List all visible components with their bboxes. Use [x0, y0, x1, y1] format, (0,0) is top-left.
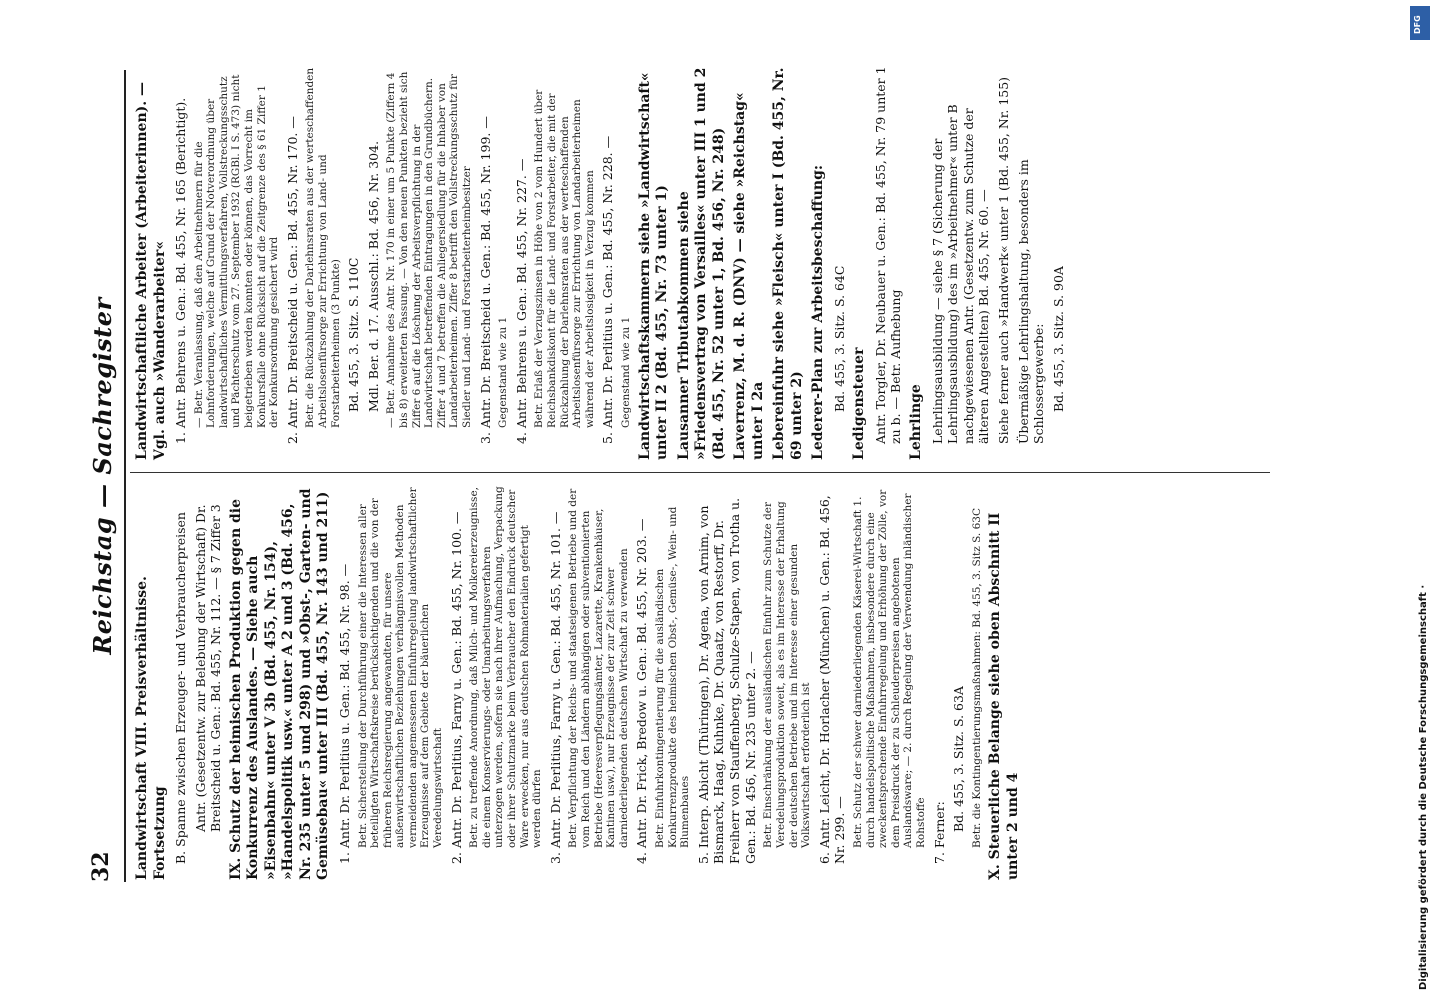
entry-left-10: 4. Antr. Dr. Frick, Bredow u. Gen.: Bd. 455, Nr. 203. — [634, 518, 650, 864]
entry-left-4: 1. Antr. Dr. Perlitius u. Gen.: Bd. 455, Nr. 98. — [336, 563, 352, 864]
entry-right-1: 1. Antr. Behrens u. Gen.: Bd. 455, Nr. 165 (Berichtigt). [173, 97, 188, 444]
entry-left-7: Betr. zu treffende Anordnung, daß Milch- und Molkereierzeugnisse, die einem Konservierungs- oder Umarbeitungsverfahren unterzogen werden, sofern sie nach ihrer Aufmachung, Verpackung oder ihrer Schutzmarke beim Verbraucher den Eindruck deutscher Ware erwecken, nur aus deutschen Rohmaterialien gefertigt werden dürfen [468, 486, 544, 848]
entry-right-25: Übermäßige Lehrlingshaltung, besonders im Schlossergewerbe: [1015, 159, 1047, 444]
entry-right-26: Bd. 455, 3. Sitz. S. 90A [1050, 266, 1066, 412]
entry-right-16: Laverrenz, M. d. R. (DNV) — siehe »Reichstag« unter I 2a [732, 92, 766, 460]
entry-left-14: 6. Antr. Leicht, Dr. Horlacher (München) u. Gen.: Bd. 456, Nr. 299. — [816, 495, 848, 864]
entry-right-4: Betr. die Rückzahlung der Darlehnsraten aus der werteschaffenden Arbeitslosenfürsorge zur Errichtung von Land- und Forstarbeiterheimen (3 Punkte) [304, 67, 342, 428]
entry-right-14: Landwirtschaftskammern siehe »Landwirtschaft« unter II 2 (Bd. 455, Nr. 73 unter 1) [636, 72, 671, 460]
entry-left-13: Betr. Einschränkung der ausländischen Einfuhr zum Schutze der Veredelungsproduktion soweit, als es im Interesse der Erhaltung der deutschen Betriebe und im Interesse einer gesunden Volkswirtschaft erforderlich ist [762, 501, 813, 848]
sidebar-credit [1396, 0, 1434, 1000]
entry-left-6: 2. Antr. Dr. Perlitius, Farny u. Gen.: Bd. 455, Nr. 100. — [448, 511, 464, 864]
entry-right-20: Ledigensteuer [851, 347, 868, 460]
entry-right-23: Lehrlingsausbildung — siehe § 7 (Sicherung der Lehrlingsausbildung) des im »Arbeitnehmer« unter B nachgewiesenen Antr. (Gesetzentw. zum Schutze der älteren Angestellten) Bd. 455, Nr. 60. — [929, 104, 992, 444]
entry-right-15: Lausanner Tributabkommen siehe »Friedensvertrag von Versailles« unter III 1 und 2 (Bd. 455, Nr. 52 unter 1, Bd. 456, Nr. 248) [675, 67, 727, 460]
funding-credit: Digitalisierung gefördert durch die Deutsche Forschungsgemeinschaft · [1418, 584, 1429, 990]
right-column [134, 65, 1071, 460]
left-column [134, 485, 1026, 880]
entry-right-13: Gegenstand wie zu 1 [620, 316, 633, 428]
entry-right-2: — Betr. Veranlassung, daß den Arbeitnehmern für die Lohnforderungen, welche auf Grund der Notverordnung über landwirtschaftliches Vermittlungsverfahren, Vollstreckungsschutz und Pächterschutz vom 27. September 1932 (RGBl. I S. 473) nicht beigetrieben werden konnten oder können, das Vorrecht im Konkursfalle ohne Rücksicht auf die Zeitgrenze des § 61 Ziffer 1 der Konkursordnung gesichert wird [192, 74, 281, 428]
page-number: 32 [88, 851, 114, 882]
entry-right-0: Landwirtschaftliche Arbeiter (Arbeiterinnen). — Vgl. auch »Wanderarbeiter« [134, 82, 168, 460]
entry-right-11: Betr. Erlaß der Verzugszinsen in Höhe von 2 vom Hundert über Reichsbankdiskont für die Land- und Forstarbeiter, die mit der Rückzahlung der Darlehnsraten aus der werteschaffenden Arbeitslosenfürsorge zur Errichtung von Landarbeiterheimen während der Arbeitslosigkeit in Verzug kommen [533, 89, 596, 428]
entry-right-3: 2. Antr. Dr. Breitscheid u. Gen.: Bd. 455, Nr. 170. — [284, 116, 300, 444]
entry-left-11: Betr. Einfuhrkontingentierung für die ausländischen Konkurrenzprodukte des heimischen Obst-, Gemüse-, Wein- und Blumenbaues [654, 506, 692, 848]
entry-right-22: Lehrlinge [908, 384, 924, 460]
column-divider [130, 472, 1270, 473]
entry-right-8: 3. Antr. Dr. Breitscheid u. Gen.: Bd. 455, Nr. 199. — [477, 116, 493, 444]
entry-right-17: Lebereinfuhr siehe »Fleisch« unter I (Bd. 455, Nr. 69 unter 2) [771, 67, 805, 460]
entry-right-12: 5. Antr. Dr. Perlitius u. Gen.: Bd. 455, Nr. 228. — [600, 135, 616, 444]
entry-right-9: Gegenstand wie zu 1 [497, 316, 510, 428]
entry-left-3: IX. Schutz der heimischen Produktion gegen die Konkurrenz des Auslandes. — Siehe auch »Eisenbahn« unter V 3b (Bd. 455, Nr. 154), »Handelspolitik usw.« unter A 2 und 3 (Bd. 456, Nr. 235 unter 5 und 298) und »Obst-, Garten- und Gemüsebau« unter III (Bd. 455, Nr. 143 und 211) [227, 488, 332, 880]
entry-left-0: Landwirtschaft VIII. Preisverhältnisse. Fortsetzung [134, 576, 168, 880]
entry-right-5: Bd. 455, 3. Sitz. S. 110C [346, 257, 362, 412]
entry-left-18: Betr. die Kontingentierungsmaßnahmen: Bd. 455, 3. Sitz S. 63C [970, 508, 983, 848]
dfg-logo: DFG [1410, 6, 1430, 40]
entry-right-18: Lederer-Plan zur Arbeitsbeschaffung: [810, 164, 827, 460]
entry-right-21: Antr. Torgler, Dr. Neubauer u. Gen.: Bd. 455, Nr. 79 unter 1 zu b. — Betr. Aufhebung [872, 66, 904, 444]
entry-right-6: Mdl. Ber. d. 17. Ausschl.: Bd. 456, Nr. 304. [365, 140, 381, 412]
page-header [88, 70, 122, 882]
entry-left-15: Betr. Schutz der schwer darniederliegenden Käserei-Wirtschaft 1. durch handelspolitische Maßnahmen, insbesondere durch eine zweckentsprechende Einfuhrregelung und Erhöhung der Zölle, vor dem Preisdruck der zu Schleuderpreisen angebotenen Auslandsware; — 2. durch Regelung der Verwendung inländischer Rohstoffe [851, 489, 927, 848]
entry-left-1: B. Spanne zwischen Erzeuger- und Verbraucherpreisen [173, 512, 188, 864]
entry-left-8: 3. Antr. Dr. Perlitius, Farny u. Gen.: Bd. 455, Nr. 101. — [547, 511, 563, 864]
entry-right-7: — Betr. Annahme des Antr. Nr. 170 in einer um 5 Punkte (Ziffern 4 bis 8) erweiterten Fassung. — Von den neuen Punkten bezieht sich Ziffer 6 auf die Löschung der Arbeitsverpflichtung in der Landwirtschaft betreffenden Eintragungen in den Grundbüchern. Ziffer 4 und 7 betreffen die Anliegersiedlung für die Inhaber von Landarbeiterheimen. Ziffer 8 betrifft den Vollstreckungsschutz für Siedler und Land- und Forstarbeiterheimbesitzer [385, 71, 473, 428]
entry-left-19: X. Steuerliche Belange siehe oben Abschnitt II unter 2 und 4 [987, 512, 1021, 880]
running-title: Reichstag — Sachregister [88, 297, 117, 655]
entry-right-19: Bd. 455, 3. Sitz. S. 64C [831, 265, 847, 412]
header-rule [124, 70, 126, 882]
entry-right-10: 4. Antr. Behrens u. Gen.: Bd. 455, Nr. 227. — [513, 158, 529, 444]
entry-left-16: 7. Ferner: [931, 801, 947, 864]
entry-left-5: Betr. Sicherstellung der Durchführung einer die Interessen aller beteiligten Wirtschaftskreise berücksichtigenden und die von der früheren Reichsregierung angewandten, für unsere außenwirtschaftlichen Beziehungen verhängnisvollen Methoden vermeidenden angemessenen Einfuhrregelung landwirtschaftlicher Erzeugnisse auf dem Gebiete der bäuerlichen Veredelungswirtschaft [356, 487, 445, 848]
entry-right-24: Siehe ferner auch »Handwerk« unter 1 (Bd. 455, Nr. 155) [996, 76, 1011, 444]
entry-left-17: Bd. 455, 3. Sitz. S. 63A [951, 686, 967, 832]
entry-left-12: 5. Interp. Abicht (Thüringen), Dr. Agena, von Arnim, von Bismarck, Haag, Kuhnke, Dr. Quaatz, von Restorff, Dr. Freiherr von Stauffenberg, Schulze-Stapen, von Trotha u. Gen.: Bd. 456, Nr. 235 unter 2. — [695, 497, 758, 864]
entry-left-2: Antr. (Gesetzentw. zur Belebung der Wirtschaft) Dr. Breitscheid u. Gen.: Bd. 455, Nr. 112. — § 7 Ziffer 3 [192, 504, 224, 832]
entry-left-9: Betr. Verpflichtung der Reichs- und staatseigenen Betriebe und der vom Reich und den Ländern abhängigen oder subventionierten Betriebe (Heeresverpflegungsämter, Lazarette, Krankenhäuser, Kantinen usw.), nur Erzeugnisse der zur Zeit schwer darniederliegenden deutschen Wirtschaft zu verwenden [567, 488, 630, 848]
